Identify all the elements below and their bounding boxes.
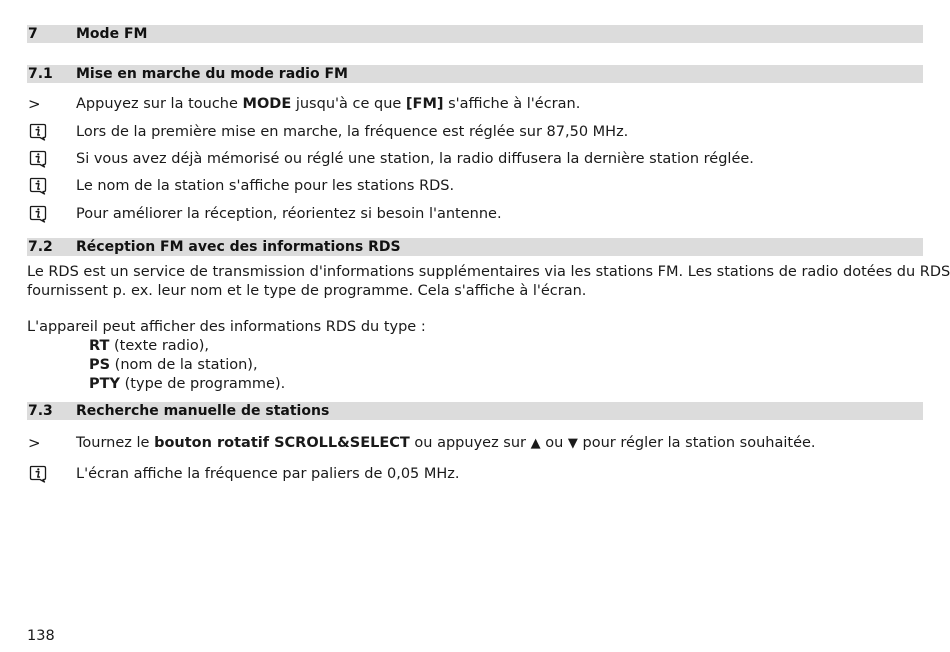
rds-item: PS (nom de la station),	[89, 357, 258, 373]
info-text: Pour améliorer la réception, réorientez si besoin l'antenne.	[76, 206, 502, 222]
subsection-number: 7.3	[28, 403, 53, 419]
step-text: Appuyez sur la touche MODE jusqu'à ce que [FM] s'affiche à l'écran.	[76, 96, 581, 112]
info-icon	[28, 464, 48, 484]
info-text: L'écran affiche la fréquence par paliers de 0,05 MHz.	[76, 466, 460, 482]
info-row	[27, 462, 923, 486]
step-text: Tournez le bouton rotatif SCROLL&SELECT ou appuyez sur ▲ ou ▼ pour régler la station souhaitée.	[76, 435, 816, 451]
subsection-number: 7.2	[28, 239, 53, 255]
subsection-title: Recherche manuelle de stations	[76, 403, 330, 419]
paragraph-line: Le RDS est un service de transmission d'informations supplémentaires via les stations FM. Les stations de radio dotées du RDS	[27, 264, 950, 280]
paragraph-line: fournissent p. ex. leur nom et le type de programme. Cela s'affiche à l'écran.	[27, 283, 587, 299]
rds-item: PTY (type de programme).	[89, 376, 286, 392]
rds-item: RT (texte radio),	[89, 338, 210, 354]
info-row	[27, 174, 923, 198]
info-icon	[28, 176, 48, 196]
info-icon	[28, 204, 48, 224]
subsection-header-7-1	[27, 65, 923, 83]
section-number: 7	[28, 26, 38, 42]
subsection-header-7-2	[27, 238, 923, 256]
info-icon	[28, 149, 48, 169]
section-title: Mode FM	[76, 26, 148, 42]
page-number: 138	[27, 628, 55, 644]
subsection-title: Réception FM avec des informations RDS	[76, 239, 401, 255]
subsection-number: 7.1	[28, 66, 53, 82]
paragraph: L'appareil peut afficher des informations RDS du type :	[27, 319, 426, 335]
info-row	[27, 147, 923, 171]
section-header-7	[27, 25, 923, 43]
step-marker: >	[28, 434, 41, 452]
step-row	[27, 92, 923, 116]
paragraph	[27, 263, 950, 301]
info-text: Le nom de la station s'affiche pour les stations RDS.	[76, 178, 455, 194]
step-row	[27, 431, 923, 455]
rds-list	[89, 337, 285, 394]
subsection-header-7-3	[27, 402, 923, 420]
info-row	[27, 120, 923, 144]
info-row	[27, 202, 923, 226]
up-arrow-icon: ▲	[530, 436, 541, 451]
step-marker: >	[28, 95, 41, 113]
down-arrow-icon: ▼	[567, 436, 578, 451]
info-icon	[28, 122, 48, 142]
info-text: Si vous avez déjà mémorisé ou réglé une station, la radio diffusera la dernière station réglée.	[76, 151, 754, 167]
info-text: Lors de la première mise en marche, la fréquence est réglée sur 87,50 MHz.	[76, 124, 629, 140]
subsection-title: Mise en marche du mode radio FM	[76, 66, 348, 82]
